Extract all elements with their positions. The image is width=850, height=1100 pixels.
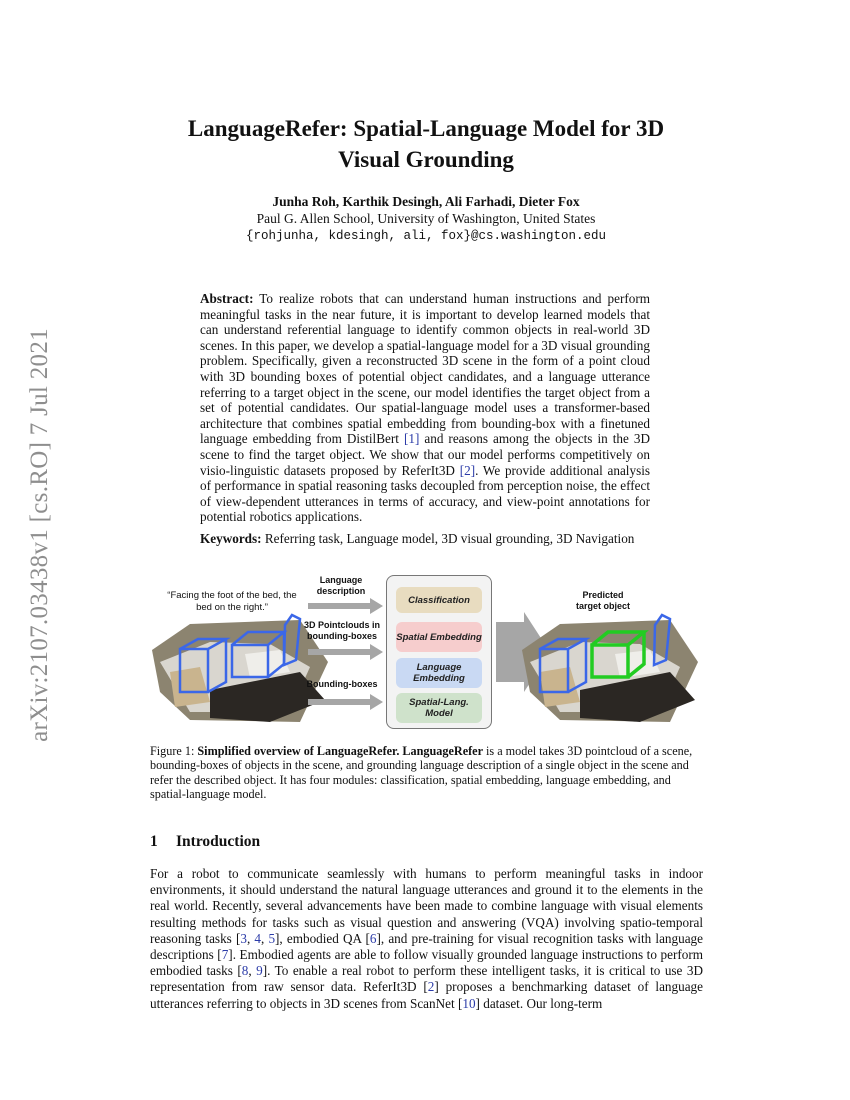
citation-link[interactable]: 5: [268, 930, 276, 946]
caption-text: is a model takes 3D pointcloud of a scene, bounding-boxes of objects in the scene, and grounding language description of a single object in the scene and refer the described object. It has four modules: classification, spatial embedding, language embedding, and spatial-language model.: [150, 744, 693, 801]
module-classification: Classification: [396, 587, 482, 613]
citation-link[interactable]: 9: [256, 963, 263, 979]
abstract-text-2: and reasons among the objects in the 3D scene to find the target object. We show that our model performs competitively on visio-linguistic datasets proposed by ReferIt3D: [200, 431, 650, 478]
abstract-text-3: . We provide additional analysis of performance in spatial reasoning tasks decoupled from perception noise, the effect of view-dependent utterances in terms of accuracy, and view-point annotations for potential robotics applications.: [200, 462, 650, 525]
section-title: Introduction: [176, 833, 261, 850]
abstract-label: Abstract:: [200, 291, 254, 306]
intro-text: ]. To enable a real robot to perform these intelligent tasks, it is critical to use 3D representation from raw sensor data. ReferIt3D [: [150, 963, 704, 995]
output-scene-image: [522, 620, 698, 722]
title-line-2: Visual Grounding: [338, 147, 514, 172]
section-number: 1: [150, 833, 158, 850]
citation-link[interactable]: 6: [369, 930, 377, 946]
input-arrows: [308, 598, 383, 710]
intro-text: For a robot to communicate seamlessly with humans to perform meaningful tasks in indoor environments, it should understand the natural language utterances and ground it to the elements in the real world. Recently, several advancements have been made to combine language with visual elements resulting methods for tasks such as visual question and answering (VQA) involving spatio-temporal reasoning tasks [: [150, 866, 703, 946]
citation-link[interactable]: 2: [427, 979, 435, 995]
keywords-text: Referring task, Language model, 3D visual grounding, 3D Navigation: [261, 531, 635, 546]
keywords: [200, 531, 655, 547]
citation-link[interactable]: 7: [221, 947, 229, 963]
module-language-embedding: Language Embedding: [396, 658, 482, 688]
caption-prefix: Figure 1:: [150, 744, 198, 758]
intro-text: ,: [248, 963, 257, 979]
citation-link[interactable]: [2]: [459, 462, 476, 478]
title-line-1: LanguageRefer: Spatial-Language Model for 3D: [187, 116, 665, 141]
intro-text: ,: [260, 930, 269, 946]
caption-bold: Simplified overview of LanguageRefer. LanguageRefer: [197, 744, 483, 758]
input-scene-image: [152, 620, 328, 722]
paper-title: [140, 113, 712, 175]
model-modules: [386, 575, 492, 729]
affiliation: Paul G. Allen School, University of Washington, United States: [256, 211, 596, 226]
arxiv-identifier[interactable]: arXiv:2107.03438v1 [cs.RO] 7 Jul 2021: [26, 328, 53, 742]
intro-text: ] proposes a benchmarking dataset of language utterances referring to objects in 3D scenes from ScanNet [: [150, 979, 704, 1011]
intro-text: ] dataset. Our long-term: [475, 995, 603, 1011]
intro-text: ]. Embodied agents are able to follow visually grounded language instructions to perform embodied tasks [: [150, 947, 703, 979]
citation-link[interactable]: 4: [254, 930, 261, 946]
intro-text: ], embodied QA [: [275, 930, 370, 946]
example-utterance: “Facing the foot of the bed, the bed on the right.”: [167, 590, 297, 613]
introduction-paragraph: [150, 866, 703, 1012]
label-pointclouds: 3D Pointclouds in bounding-boxes: [304, 620, 381, 641]
figure-caption: [150, 744, 703, 801]
abstract-text-1: To realize robots that can understand human instructions and perform meaningful tasks in the near future, it is important to develop learned models that can understand referential language to identify common objects in real-world 3D scenes. In this paper, we develop a spatial-language model for a 3D visual grounding problem. Specifically, given a reconstructed 3D scene in the form of a point cloud with 3D bounding boxes of potential object candidates, and a language utterance referring to a target object in the scene, our model identifies the target object from a set of potential candidates. Our spatial-language model uses a transformer-based architecture that combines spatial embedding from bounding-box with a finetuned language embedding from DistilBert: [200, 291, 650, 447]
citation-link[interactable]: [1]: [403, 431, 420, 447]
module-spatial-embedding: Spatial Embedding: [396, 622, 482, 652]
label-predicted-target: Predicted target object: [575, 590, 630, 611]
arxiv-stamp: [20, 290, 60, 780]
intro-text: ,: [246, 930, 255, 946]
citation-link[interactable]: 8: [241, 963, 249, 979]
label-bounding-boxes: Bounding-boxes: [306, 679, 378, 689]
keywords-label: Keywords:: [200, 531, 262, 546]
figure-1: [150, 572, 702, 732]
email-address[interactable]: {rohjunha, kdesingh, ali, fox}@cs.washington.edu: [245, 229, 607, 243]
intro-text: ], and pre-training for visual recognition tasks with language descriptions [: [150, 930, 704, 963]
citation-link[interactable]: 10: [462, 995, 476, 1011]
section-heading: [150, 833, 260, 851]
abstract: [200, 291, 650, 525]
label-language-description: Language description: [316, 575, 366, 596]
citation-link[interactable]: 3: [240, 930, 247, 946]
author-list: Junha Roh, Karthik Desingh, Ali Farhadi, Dieter Fox: [272, 194, 580, 209]
arrow-right-icon: [308, 598, 383, 614]
module-spatial-lang-model: Spatial-Lang. Model: [396, 693, 482, 723]
